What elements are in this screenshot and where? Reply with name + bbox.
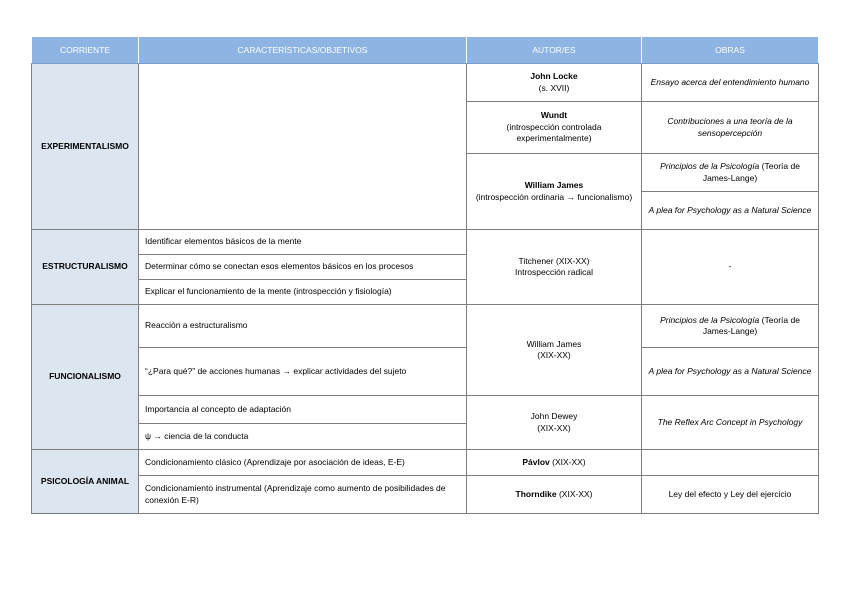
autor-wundt — [467, 102, 642, 154]
obra-locke: Ensayo acerca del entendimiento humano — [642, 64, 819, 102]
corriente-experimentalismo: EXPERIMENTALISMO — [32, 64, 139, 230]
autor-detail: (introspección ordinaria → funcionalismo) — [475, 191, 633, 202]
header-caracteristicas: CARACTERÍSTICAS/OBJETIVOS — [139, 37, 467, 64]
obra-titchener: - — [642, 230, 819, 305]
caracteristica-item: Identificar elementos básicos de la mente — [139, 230, 467, 255]
autor-william-james-func: William James (XIX-XX) — [467, 305, 642, 396]
caracteristica-item: “¿Para qué?” de acciones humanas → explicar actividades del sujeto — [139, 348, 467, 396]
caracteristica-item: ψ → ciencia de la conducta — [139, 424, 467, 450]
autor-pavlov: Pávlov (XIX-XX) — [467, 450, 642, 476]
table-row — [32, 305, 819, 348]
corriente-funcionalismo: FUNCIONALISMO — [32, 305, 139, 450]
header-row — [32, 37, 819, 64]
header-obras: OBRAS — [642, 37, 819, 64]
autor-william-james-exp — [467, 154, 642, 230]
corriente-psicologia-animal: PSICOLOGÍA ANIMAL — [32, 450, 139, 514]
autor-detail: (s. XVII) — [538, 82, 570, 93]
obra-wundt: Contribuciones a una teoría de la sensopercepción — [642, 102, 819, 154]
table-row — [32, 230, 819, 255]
obra-james-plea: A plea for Psychology as a Natural Science — [642, 192, 819, 230]
caracteristica-item: Condicionamiento instrumental (Aprendizaje como aumento de posibilidades de conexión E-R) — [139, 476, 467, 514]
caracteristica-item: Importancia al concepto de adaptación — [139, 396, 467, 424]
caracteristica-item: Condicionamiento clásico (Aprendizaje por asociación de ideas, E-E) — [139, 450, 467, 476]
caracteristicas-empty-cell — [139, 64, 467, 230]
autor-titchener: Titchener (XIX-XX) Introspección radical — [467, 230, 642, 305]
obra-dewey: The Reflex Arc Concept in Psychology — [642, 396, 819, 450]
table-row — [32, 348, 819, 396]
corriente-estructuralismo: ESTRUCTURALISMO — [32, 230, 139, 305]
obra-james-principios: Principios de la Psicología (Teoría de James-Lange) — [642, 154, 819, 192]
obra-pavlov-empty — [642, 450, 819, 476]
obra-thorndike: Ley del efecto y Ley del ejercicio — [642, 476, 819, 514]
obra-james-plea: A plea for Psychology as a Natural Science — [642, 348, 819, 396]
header-autores: AUTOR/ES — [467, 37, 642, 64]
autor-detail: Introspección radical — [515, 267, 593, 277]
autor-locke — [467, 64, 642, 102]
autor-name: Wundt — [540, 110, 568, 121]
caracteristica-item: Explicar el funcionamiento de la mente (introspección y fisiología) — [139, 280, 467, 305]
table-row — [32, 450, 819, 476]
autor-dewey: John Dewey (XIX-XX) — [467, 396, 642, 450]
autor-name: John Locke — [530, 71, 578, 82]
caracteristica-item: Determinar cómo se conectan esos elementos básicos en los procesos — [139, 255, 467, 280]
caracteristica-item: Reacción a estructuralismo — [139, 305, 467, 348]
table-row — [32, 396, 819, 424]
obra-james-principios: Principios de la Psicología (Teoría de James-Lange) — [642, 305, 819, 348]
table-row — [32, 476, 819, 514]
autor-detail: (introspección controlada experimentalmente) — [506, 121, 602, 144]
table-row — [32, 64, 819, 102]
autor-name: William James — [524, 180, 584, 191]
psychology-currents-table — [31, 36, 819, 514]
header-corriente: CORRIENTE — [32, 37, 139, 64]
autor-thorndike: Thorndike (XIX-XX) — [467, 476, 642, 514]
